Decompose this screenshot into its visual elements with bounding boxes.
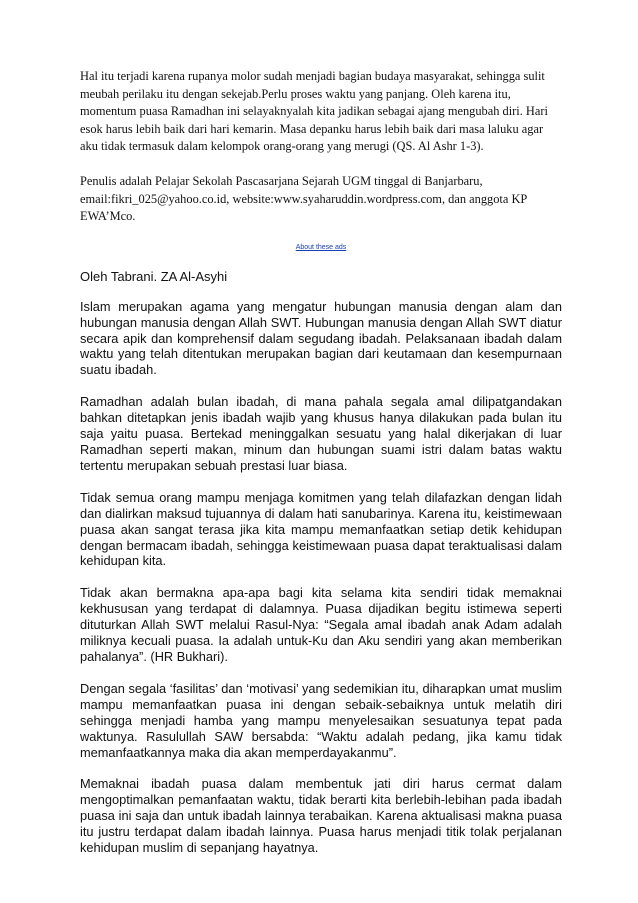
author-bio-paragraph: Penulis adalah Pelajar Sekolah Pascasarjana Sejarah UGM tinggal di Banjarbaru, email:fikri_025@yahoo.co.id, website:www.syaharuddin.wordpress.com, dan anggota KP EWA’Mco. bbox=[80, 173, 527, 224]
article-paragraph: Tidak akan bermakna apa-apa bagi kita selama kita sendiri tidak memaknai kekhususan yang terdapat di dalamnya. Puasa dijadikan begitu istimewa seperti dituturkan Allah SWT melalui Rasul-Nya: “Segala amal ibadah anak Adam adalah miliknya kecuali puasa. Ia adalah untuk-Ku dan Aku sendiri yang akan memberikan pahalanya”. (HR Bukhari). bbox=[80, 585, 562, 664]
article-paragraph: Memaknai ibadah puasa dalam membentuk jati diri harus cermat dalam mengoptimalkan pemanfaatan waktu, tidak berarti kita berlebih-lebihan pada ibadah puasa ini saja dan untuk ibadah lainnya terabaikan. Karena aktualisasi makna puasa itu justru terdapat dalam ibadah lainnya. Puasa harus menjadi titik tolak perjalanan kehidupan muslim di sepanjang hayatnya. bbox=[80, 776, 562, 856]
article-paragraph: Ramadhan adalah bulan ibadah, di mana pahala segala amal dilipatgandakan bahkan ditetapkan jenis ibadah wajib yang khusus hanya dilakukan pada bulan itu saja yaitu puasa. Bertekad meninggalkan sesuatu yang halal dikerjakan di luar Ramadhan seperti makan, minum dan hubungan suami istri dalam batas waktu tertentu merupakan sebuah prestasi luar biasa. bbox=[80, 394, 562, 473]
about-ads-link[interactable]: About these ads bbox=[295, 243, 347, 251]
intro-paragraph-1: Hal itu terjadi karena rupanya molor sudah menjadi bagian budaya masyarakat, sehingga sulit meubah perilaku itu dengan sekejab.Perlu proses waktu yang panjang. Oleh karena itu, momentum puasa Ramadhan ini selayaknyalah kita jadikan sebagai ajang mengubah diri. Hari esok harus lebih baik dari hari kemarin. Masa depanku harus lebih baik dari masa laluku agar aku tidak termasuk dalam kelompok orang-orang yang merugi (QS. Al Ashr 1-3). bbox=[80, 69, 548, 154]
article-paragraph: Dengan segala ‘fasilitas’ dan ‘motivasi’ yang sedemikian itu, diharapkan umat muslim mampu memanfaatkan puasa ini dengan sebaik-sebaiknya untuk melatih diri sehingga menjadi hamba yang mampu menyelesaikan sesuatunya tepat pada waktunya. Rasulullah SAW bersabda: “Waktu adalah pedang, jika kamu tidak memanfaatkannya maka dia akan memperdayakanmu”. bbox=[80, 680, 562, 760]
article-author: Oleh Tabrani. ZA Al-Asyhi bbox=[80, 268, 228, 284]
ads-row bbox=[80, 236, 562, 251]
article-paragraph: Islam merupakan agama yang mengatur hubungan manusia dengan alam dan hubungan manusia dengan Allah SWT. Hubungan manusia dengan Allah SWT diatur secara apik dan komprehensif dalam segudang ibadah. Pelaksanaan ibadah dalam waktu yang telah ditentukan merupakan bagian dari keutamaan dan kesempurnaan suatu ibadah. bbox=[80, 298, 562, 378]
document-page bbox=[80, 68, 562, 856]
article-paragraph: Tidak semua orang mampu menjaga komitmen yang telah dilafazkan dengan lidah dan dialirkan maksud tujuannya di dalam hati sanubarinya. Karena itu, keistimewaan puasa akan sangat terasa jika kita mampu memanfaatkan setiap detik kehidupan dengan bermacam ibadah, sehingga keistimewaan puasa dapat teraktualisasi dalam kehidupan kita. bbox=[80, 489, 562, 569]
